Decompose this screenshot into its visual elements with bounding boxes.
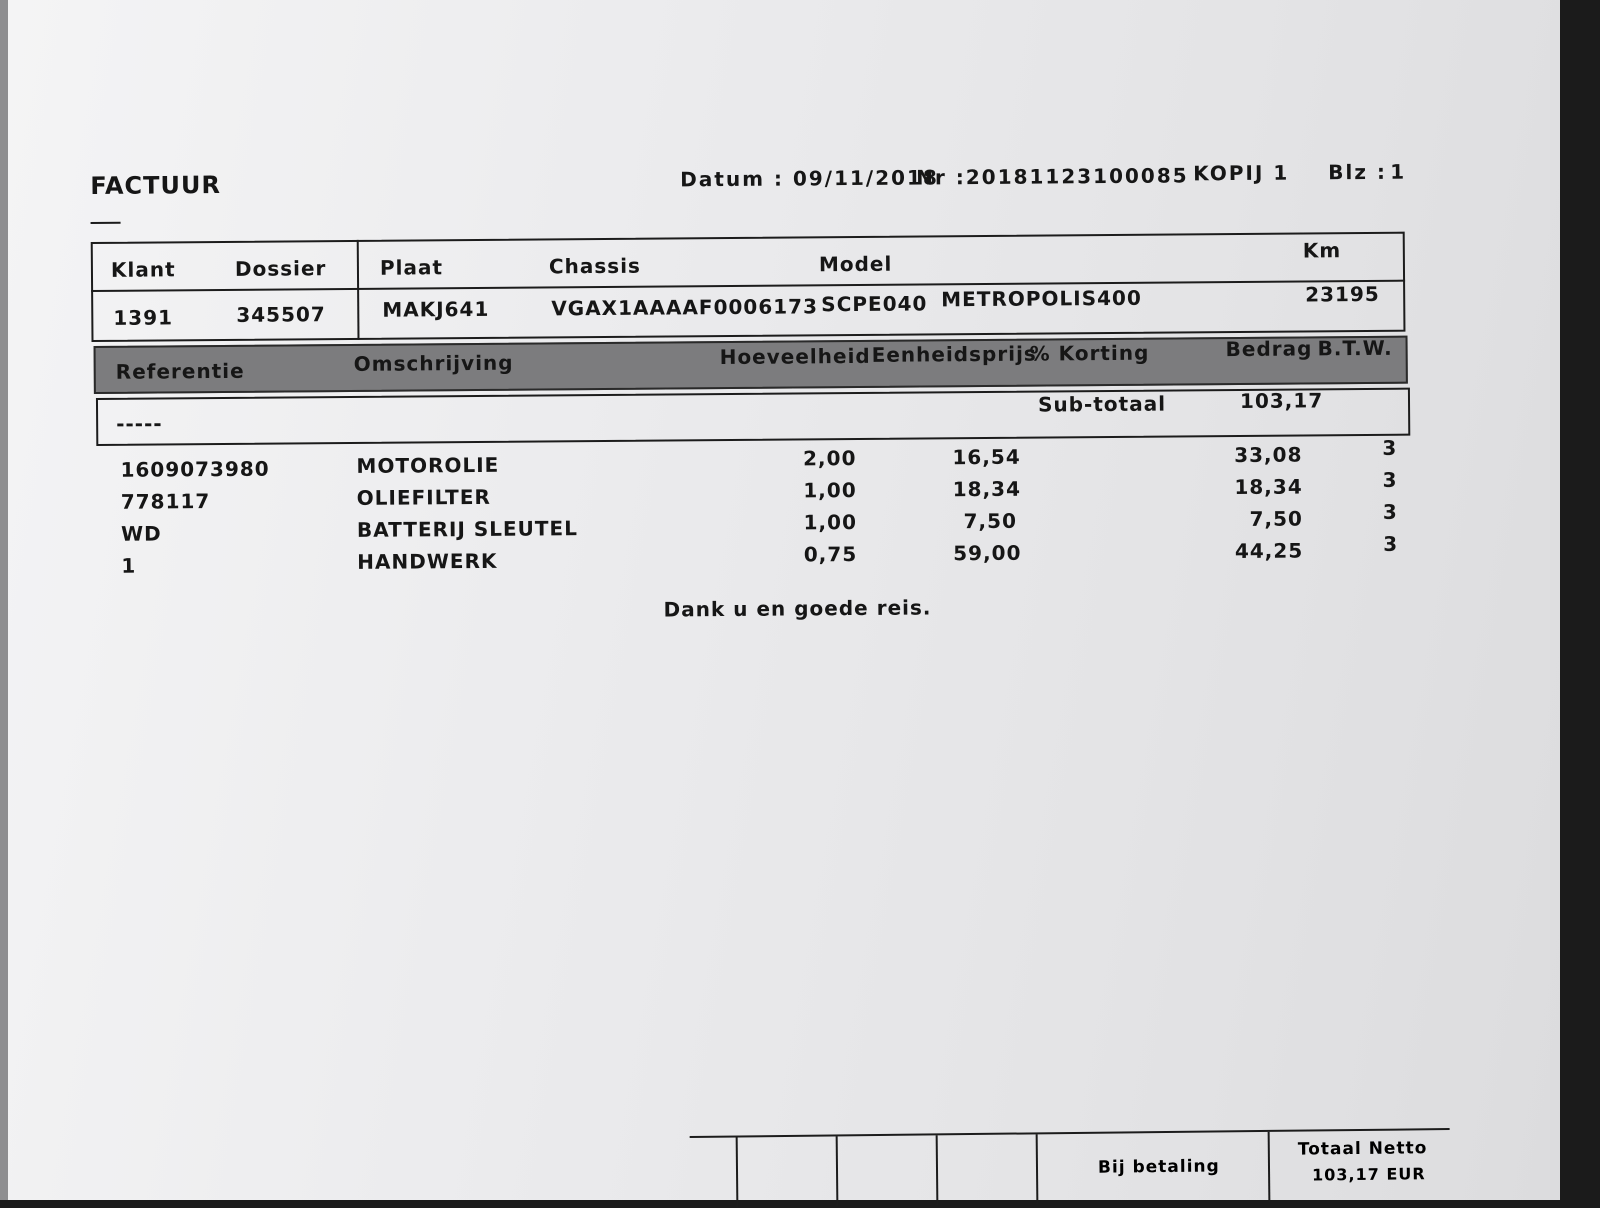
header-chassis: Chassis [548, 253, 642, 279]
line-desc: HANDWERK [357, 548, 498, 574]
column-hoeveelheid: Hoeveelheid [719, 343, 871, 370]
header-km: Km [1302, 238, 1342, 263]
value-model-name: METROPOLIS400 [941, 285, 1142, 312]
line-desc: BATTERIJ SLEUTEL [356, 516, 579, 542]
footer-divider [736, 1137, 739, 1207]
line-qty: 0,75 [803, 541, 858, 567]
line-ref: WD [120, 521, 162, 546]
line-price: 7,50 [963, 508, 1018, 534]
value-dossier: 345507 [236, 302, 326, 327]
footer-divider [936, 1135, 939, 1205]
footer-totals [690, 1128, 1451, 1208]
line-amount: 44,25 [1234, 538, 1304, 564]
line-btw: 3 [1383, 531, 1399, 556]
subtotal-label: Sub-totaal [1037, 391, 1167, 417]
invoice-title: FACTUUR [90, 170, 222, 200]
column-korting: % Korting [1029, 340, 1150, 366]
value-plaat: MAKJ641 [382, 296, 490, 322]
line-amount: 7,50 [1249, 506, 1304, 531]
column-bedrag: Bedrag [1225, 336, 1313, 362]
column-btw: B.T.W. [1317, 335, 1393, 361]
line-items [92, 435, 1423, 602]
line-btw: 3 [1382, 499, 1398, 524]
line-price: 16,54 [952, 444, 1021, 470]
copy-label: KOPIJ 1 [1193, 160, 1290, 186]
line-ref: 1 [121, 553, 137, 578]
page-label: Blz : [1328, 159, 1388, 185]
line-price: 59,00 [953, 540, 1022, 566]
footer-divider [1036, 1134, 1039, 1204]
invoice-number: Nr :20181123100085 [916, 163, 1189, 190]
line-price: 18,34 [952, 476, 1022, 502]
line-desc: MOTOROLIE [356, 452, 500, 478]
line-amount: 18,34 [1234, 474, 1303, 500]
header-dossier: Dossier [234, 256, 327, 281]
closing-message: Dank u en goede reis. [663, 595, 932, 622]
value-klant: 1391 [113, 305, 174, 330]
footer-totaal-netto: Totaal Netto [1297, 1138, 1428, 1160]
value-km: 23195 [1305, 281, 1380, 307]
line-ref: 1609073980 [120, 456, 270, 482]
value-model-code: SCPE040 [821, 291, 928, 317]
header-klant: Klant [110, 257, 176, 282]
line-amount: 33,08 [1234, 442, 1303, 468]
invoice-date: Datum : 09/11/2018 [680, 165, 939, 192]
line-ref: 778117 [120, 489, 211, 514]
line-qty: 1,00 [803, 477, 857, 503]
footer-divider [1268, 1132, 1271, 1202]
header-model: Model [818, 251, 893, 277]
column-referentie: Referentie [115, 358, 245, 384]
invoice [90, 140, 1424, 622]
header-plaat: Plaat [379, 255, 444, 280]
column-eenheidsprijs: Eenheidsprijs [871, 341, 1037, 367]
line-btw: 3 [1382, 467, 1398, 492]
page-number: 1 [1390, 159, 1407, 184]
footer-bij-betaling: Bij betaling [1097, 1156, 1220, 1178]
subtotal-value: 103,17 [1239, 388, 1324, 413]
subtotal-dashes: ----- [116, 411, 163, 436]
line-btw: 3 [1382, 435, 1398, 460]
line-qty: 1,00 [803, 509, 858, 535]
line-desc: OLIEFILTER [356, 484, 491, 510]
subtotal-box [96, 388, 1410, 446]
column-omschrijving: Omschrijving [353, 350, 514, 376]
title-underline [91, 222, 121, 224]
footer-divider [836, 1136, 839, 1206]
line-qty: 2,00 [802, 445, 857, 471]
footer-totaal-value: 103,17 EUR [1311, 1164, 1426, 1185]
value-chassis: VGAX1AAAAF0006173 [551, 294, 819, 321]
